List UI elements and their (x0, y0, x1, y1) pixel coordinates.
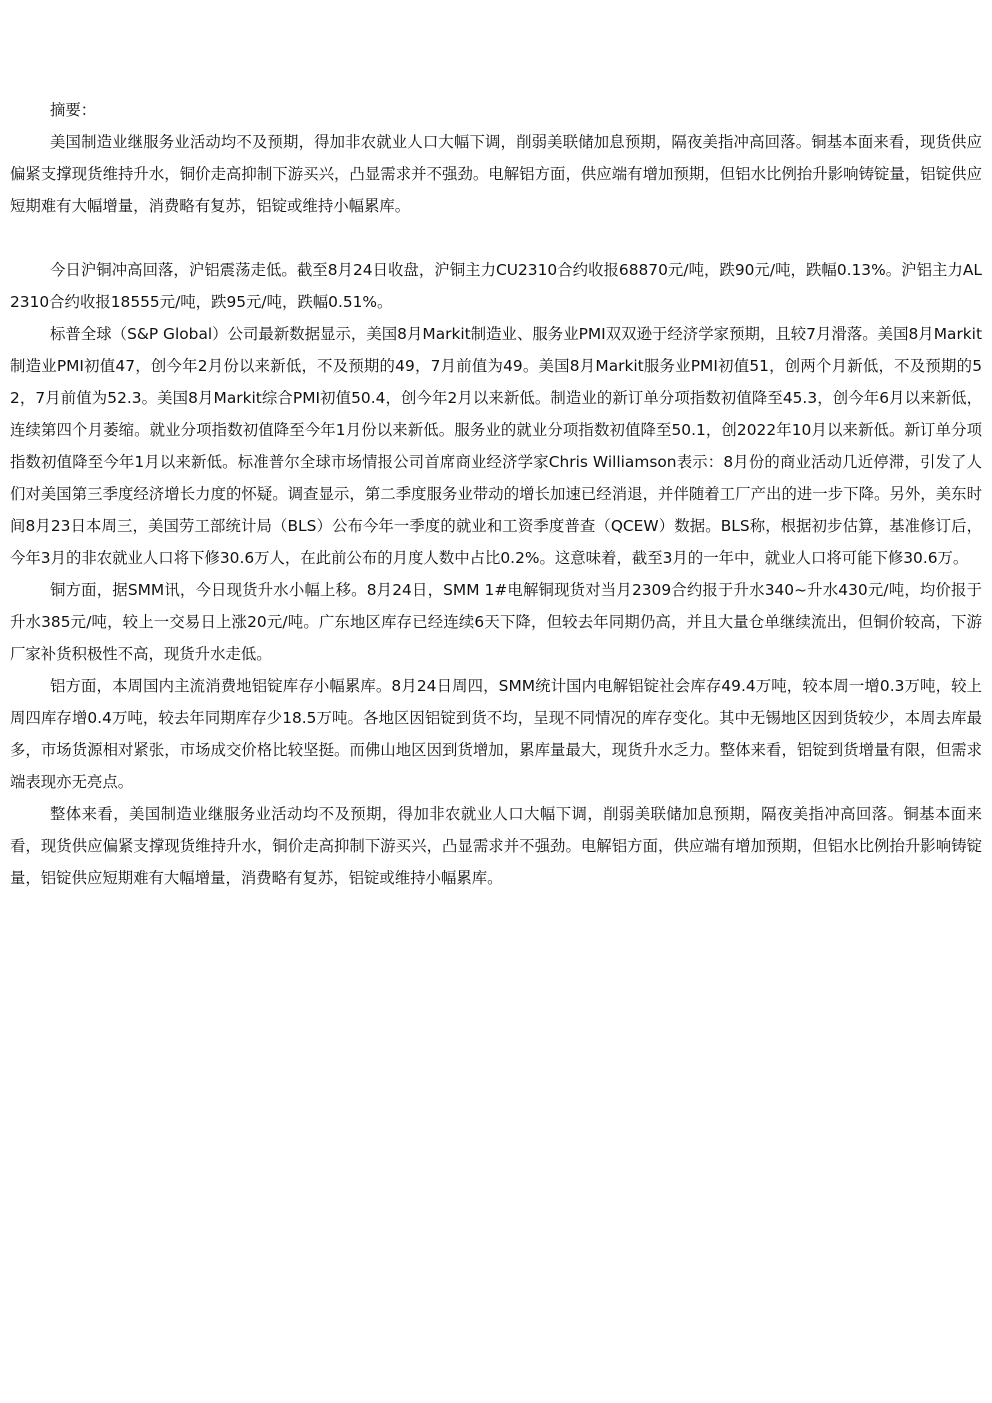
overall-paragraph: 整体来看，美国制造业继服务业活动均不及预期，得加非农就业人口大幅下调，削弱美联储加息预期，隔夜美指冲高回落。铜基本面来看，现货供应偏紧支撑现货维持升水，铜价走高抑制下游买兴，凸显需求并不强劲。电解铝方面，供应端有增加预期，但铝水比例抬升影响铸锭量，铝锭供应短期难有大幅增量，消费略有复苏，铝锭或维持小幅累库。 (10, 805, 982, 887)
market-close-paragraph: 今日沪铜冲高回落，沪铝震荡走低。截至8月24日收盘，沪铜主力CU2310合约收报68870元/吨，跌90元/吨，跌幅0.13%。沪铝主力AL2310合约收报18555元/吨，跌95元/吨，跌幅0.51%。 (10, 261, 982, 311)
pmi-paragraph: 标普全球（S&P Global）公司最新数据显示，美国8月Markit制造业、服务业PMI双双逊于经济学家预期，且较7月滑落。美国8月Markit制造业PMI初值47，创今年2月份以来新低，不及预期的49，7月前值为49。美国8月Markit服务业PMI初值51，创两个月新低，不及预期的52，7月前值为52.3。美国8月Markit综合PMI初值50.4，创今年2月以来新低。制造业的新订单分项指数初值降至45.3，创今年6月以来新低，连续第四个月萎缩。就业分项指数初值降至今年1月份以来新低。服务业的就业分项指数初值降至50.1，创2022年10月以来新低。新订单分项指数初值降至今年1月以来新低。标准普尔全球市场情报公司首席商业经济学家Chris Williamson表示：8月份的商业活动几近停滞，引发了人们对美国第三季度经济增长力度的怀疑。调查显示，第二季度服务业带动的增长加速已经消退，并伴随着工厂产出的进一步下降。另外，美东时间8月23日本周三，美国劳工部统计局（BLS）公布今年一季度的就业和工资季度普查（QCEW）数据。BLS称，根据初步估算，基准修订后，今年3月的非农就业人口将下修30.6万人，在此前公布的月度人数中占比0.2%。这意味着，截至3月的一年中，就业人口将可能下修30.6万。 (10, 325, 982, 567)
aluminum-paragraph: 铝方面，本周国内主流消费地铝锭库存小幅累库。8月24日周四，SMM统计国内电解铝锭社会库存49.4万吨，较本周一增0.3万吨，较上周四库存增0.4万吨，较去年同期库存少18.5万吨。各地区因铝锭到货不均，呈现不同情况的库存变化。其中无锡地区因到货较少，本周去库最多，市场货源相对紧张，市场成交价格比较坚挺。而佛山地区因到货增加，累库量最大，现货升水乏力。整体来看，铝锭到货增量有限，但需求端表现亦无亮点。 (10, 677, 982, 791)
paragraph-spacer (10, 222, 982, 254)
summary-paragraph: 美国制造业继服务业活动均不及预期，得加非农就业人口大幅下调，削弱美联储加息预期，隔夜美指冲高回落。铜基本面来看，现货供应偏紧支撑现货维持升水，铜价走高抑制下游买兴，凸显需求并不强劲。电解铝方面，供应端有增加预期，但铝水比例抬升影响铸锭量，铝锭供应短期难有大幅增量，消费略有复苏，铝锭或维持小幅累库。 (10, 133, 982, 215)
copper-paragraph: 铜方面，据SMM讯，今日现货升水小幅上移。8月24日，SMM 1#电解铜现货对当月2309合约报于升水340~升水430元/吨，均价报于升水385元/吨，较上一交易日上涨20元/吨。广东地区库存已经连续6天下降，但较去年同期仍高，并且大量仓单继续流出，但铜价较高，下游厂家补货积极性不高，现货升水走低。 (10, 581, 982, 663)
summary-heading: 摘要： (50, 101, 97, 119)
document-body (10, 94, 982, 894)
